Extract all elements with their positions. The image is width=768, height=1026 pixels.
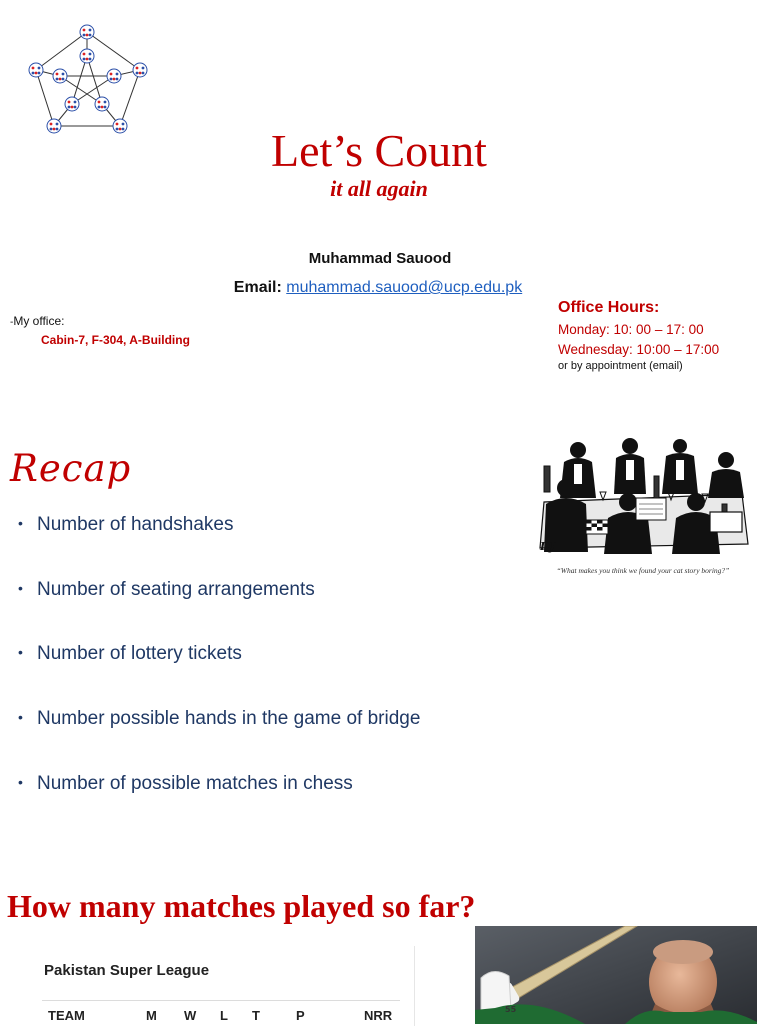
graph-node [53,69,67,83]
graph-node [80,49,94,63]
recap-bullet-text: Number of possible matches in chess [37,773,353,794]
graph-node-dot [74,106,77,109]
graph-node-dot [32,67,35,70]
cartoon-signature: DJ [540,540,555,553]
recap-bullet [18,643,242,665]
graph-node-dot [59,78,62,81]
graph-node-dot [86,34,89,37]
graph-node-dot [110,78,113,81]
cartoon-caption: “What makes you think we found your cat story boring?” [556,566,730,575]
graph-node-dot [62,73,65,76]
graph-node-dot [83,34,86,37]
graph-node-dot [142,72,145,75]
graph-node-dot [98,106,101,109]
graph-node-dot [83,29,86,32]
office-label-text: My office: [13,314,65,328]
office-hours-wednesday: Wednesday: 10:00 – 17:00 [558,342,720,357]
graph-node [29,63,43,77]
slide-subtitle: it all again [330,176,428,201]
graph-node-dot [35,72,38,75]
graph-node-dot [101,106,104,109]
bullet-dot-icon: • [18,774,23,790]
graph-node-dot [56,73,59,76]
graph-node-dot [68,106,71,109]
office-hours-note: or by appointment (email) [558,360,683,372]
recap-bullet-text: Number of handshakes [37,514,234,535]
petersen-graph-logo [26,20,148,138]
psl-standings-table [26,946,415,1026]
graph-node-dot [116,78,119,81]
bullet-dot-icon: • [18,644,23,660]
cricketer-photo [475,926,757,1024]
graph-node-dot [38,72,41,75]
recap-title: Recap [10,447,132,490]
psl-table-title: Pakistan Super League [44,962,210,979]
recap-bullet-text: Number of lottery tickets [37,643,242,664]
recap-bullet [18,514,233,536]
graph-node-dot [74,101,77,104]
graph-nodes [29,25,147,133]
graph-node [107,69,121,83]
graph-node-dot [32,72,35,75]
office-hours-title: Office Hours: [558,299,660,316]
graph-node-dot [116,73,119,76]
office-hours-monday: Monday: 10: 00 – 17: 00 [558,322,704,337]
graph-node-dot [89,53,92,56]
graph-node-dot [83,58,86,61]
graph-node [80,25,94,39]
dash-glyph: - [10,317,14,328]
slide-title: Let’s Count [271,125,487,176]
column-header-matches: M [146,1008,157,1023]
graph-node-dot [136,67,139,70]
email-link[interactable]: muhammad.sauood@ucp.edu.pk [286,279,523,296]
bullet-dot-icon: • [18,515,23,531]
bullet-dot-icon: • [18,580,23,596]
graph-node [95,97,109,111]
graph-node-dot [98,101,101,104]
matches-title: How many matches played so far? [7,888,476,924]
column-header-losses: L [220,1008,228,1023]
graph-node-dot [89,58,92,61]
jersey-number: 55 [505,1005,517,1014]
column-header-ties: T [252,1008,260,1023]
graph-node-dot [136,72,139,75]
graph-node-dot [110,73,113,76]
graph-node-dot [62,78,65,81]
table-divider [42,1000,400,1001]
email-line [0,279,756,297]
column-header-points: P [296,1008,305,1023]
graph-node-dot [142,67,145,70]
graph-node-dot [71,106,74,109]
graph-node [65,97,79,111]
email-label: Email: [233,279,282,296]
column-header-team: TEAM [48,1008,85,1023]
office-location: Cabin-7, F-304, A-Building [41,333,190,347]
graph-node-dot [89,29,92,32]
bullet-dot-icon: • [18,709,23,725]
recap-bullet [18,708,420,730]
author-name: Muhammad Sauood [308,250,452,267]
dinner-party-cartoon [536,432,750,556]
graph-node-dot [56,78,59,81]
column-header-wins: W [184,1008,197,1023]
graph-node-dot [68,101,71,104]
graph-node-dot [113,78,116,81]
recap-bullet [18,579,315,601]
graph-node-dot [104,101,107,104]
office-label [10,314,64,328]
graph-node-dot [139,72,142,75]
graph-node-dot [86,58,89,61]
graph-node [133,63,147,77]
recap-bullet-text: Number possible hands in the game of bridge [37,708,421,729]
graph-node-dot [83,53,86,56]
graph-node-dot [89,34,92,37]
recap-bullet [18,773,353,795]
graph-node-dot [38,67,41,70]
column-header-nrr: NRR [364,1008,393,1023]
recap-bullet-text: Number of seating arrangements [37,579,315,600]
graph-node-dot [104,106,107,109]
